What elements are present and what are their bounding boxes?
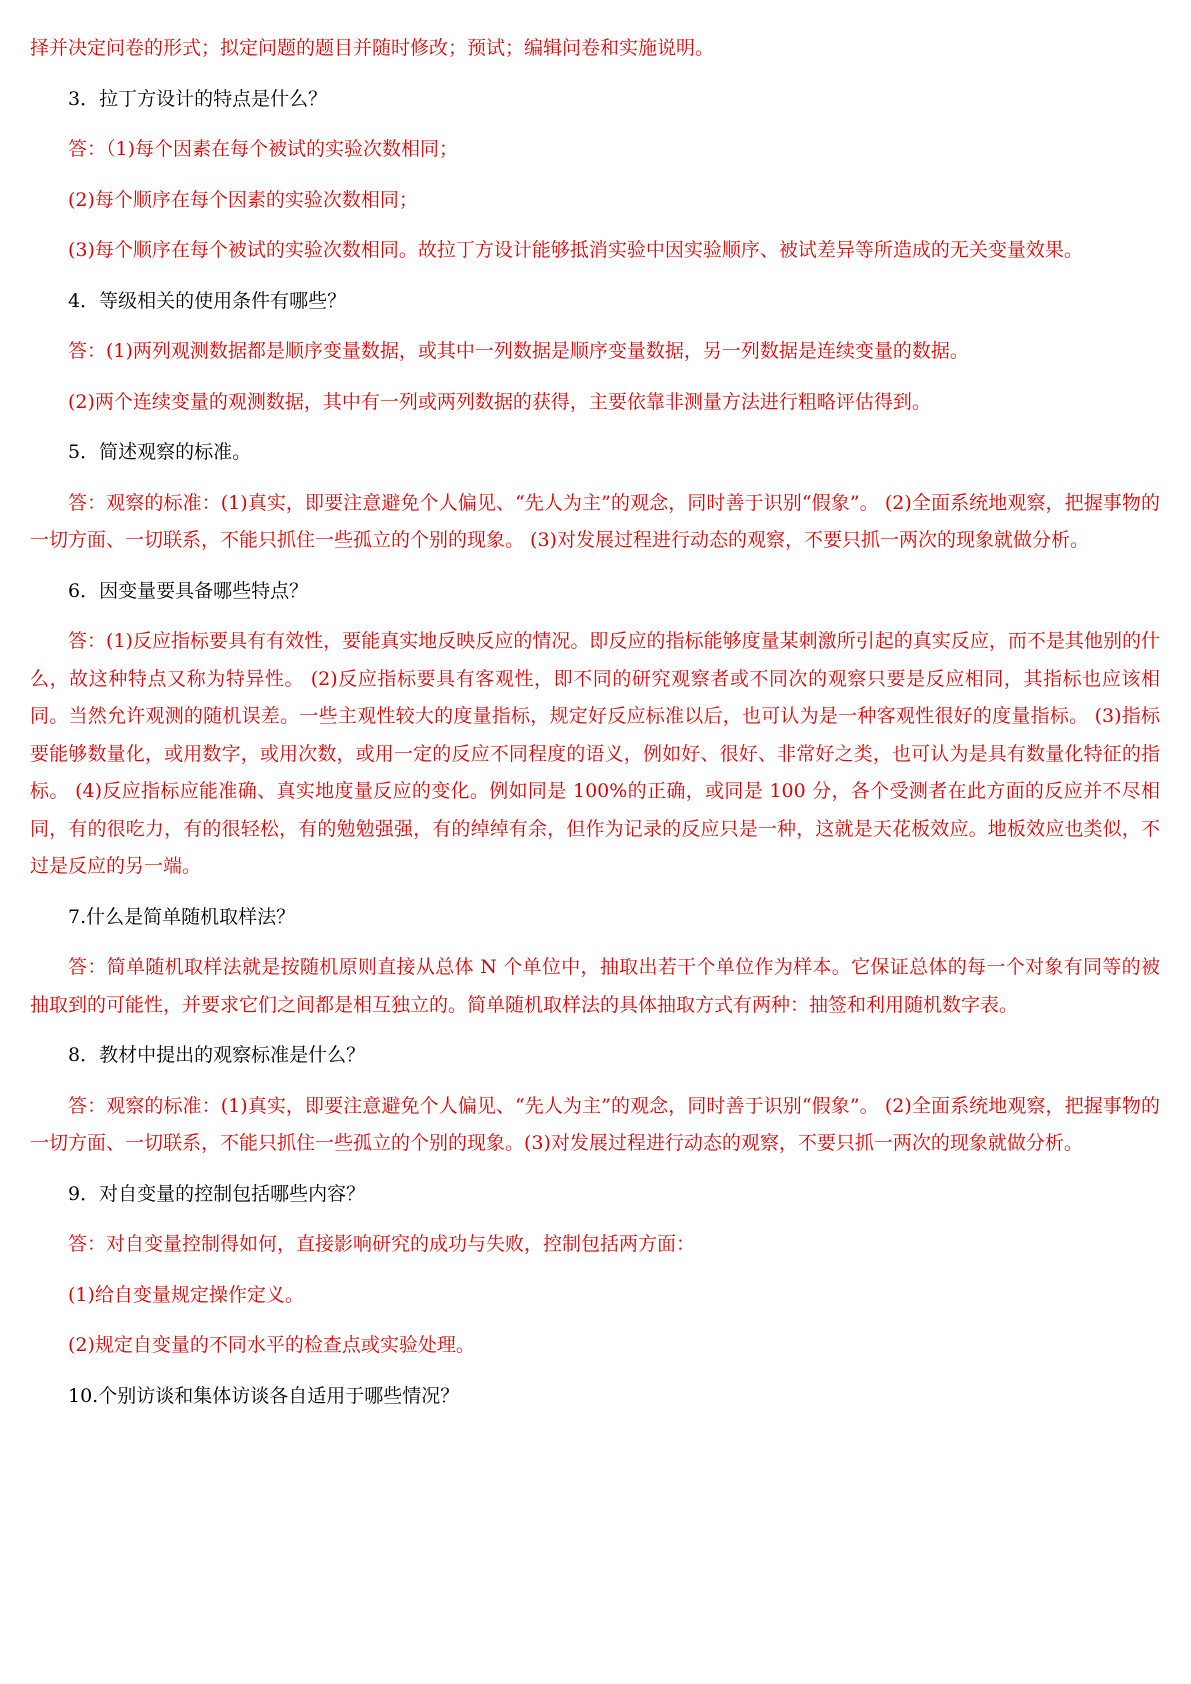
question-heading: 9．对自变量的控制包括哪些内容？ xyxy=(68,1182,366,1205)
question-heading: 6．因变量要具备哪些特点？ xyxy=(68,579,309,602)
answer-paragraph: 答：简单随机取样法就是按随机原则直接从总体 N 个单位中，抽取出若干个单位作为样本。它保证总体的每一个对象有同等的被抽取到的可能性，并要求它们之间都是相互独立的。简单随机取样法的具体抽取方式有两种：抽签和利用随机数字表。 xyxy=(30,956,1160,1016)
document-page xyxy=(30,30,1160,1428)
answer-paragraph: (3)每个顺序在每个被试的实验次数相同。故拉丁方设计能够抵消实验中因实验顺序、被试差异等所造成的无关变量效果。 xyxy=(68,239,1083,261)
question-heading: 5．简述观察的标准。 xyxy=(68,441,252,463)
answer-paragraph: 择并决定问卷的形式；拟定问题的题目并随时修改；预试；编辑问卷和实施说明。 xyxy=(30,37,715,59)
question-heading: 10.个别访谈和集体访谈各自适用于哪些情况？ xyxy=(68,1384,460,1407)
answer-paragraph: (2)两个连续变量的观测数据，其中有一列或两列数据的获得，主要依靠非测量方法进行粗略评估得到。 xyxy=(68,390,931,413)
answer-paragraph: (2)规定自变量的不同水平的检查点或实验处理。 xyxy=(68,1334,475,1356)
question-heading: 3．拉丁方设计的特点是什么？ xyxy=(68,87,328,110)
answer-paragraph: (1)给自变量规定操作定义。 xyxy=(68,1283,304,1306)
question-heading: 8．教材中提出的观察标准是什么？ xyxy=(68,1044,366,1066)
answer-paragraph: (2)每个顺序在每个因素的实验次数相同； xyxy=(68,188,418,211)
question-heading: 4．等级相关的使用条件有哪些？ xyxy=(68,289,347,312)
answer-paragraph: 答：对自变量控制得如何，直接影响研究的成功与失败，控制包括两方面： xyxy=(68,1233,696,1255)
answer-paragraph: 答：（1)每个因素在每个被试的实验次数相同； xyxy=(68,138,459,160)
answer-paragraph: 答：观察的标准：(1)真实，即要注意避免个人偏见、“先人为主”的观念，同时善于识别“假象”。 (2)全面系统地观察，把握事物的一切方面、一切联系，不能只抓住一些孤立的个别的现象。 (3)对发展过程进行动态的观察，不要只抓一两次的现象就做分析。 xyxy=(30,491,1160,551)
answer-paragraph: 答：(1)两列观测数据都是顺序变量数据，或其中一列数据是顺序变量数据，另一列数据是连续变量的数据。 xyxy=(68,340,969,362)
answer-paragraph: 答：观察的标准：(1)真实，即要注意避免个人偏见、“先人为主”的观念，同时善于识别“假象”。 (2)全面系统地观察，把握事物的一切方面、一切联系，不能只抓住一些孤立的个别的现象。(3)对发展过程进行动态的观察，不要只抓一两次的现象就做分析。 xyxy=(30,1094,1160,1154)
answer-paragraph: 答：(1)反应指标要具有有效性，要能真实地反映反应的情况。即反应的指标能够度量某刺激所引起的真实反应，而不是其他别的什么，故这种特点又称为特异性。 (2)反应指标要具有客观性，即不同的研究观察者或不同次的观察只要是反应相同，其指标也应该相同。当然允许观测的随机误差。一些主观性较大的度量指标，规定好反应标准以后，也可认为是一种客观性很好的度量指标。 (3)指标要能够数量化，或用数字，或用次数，或用一定的反应不同程度的语义，例如好、很好、非常好之类，也可认为是具有数量化特征的指标。 (4)反应指标应能准确、真实地度量反应的变化。例如同是 100%的正确，或同是 100 分，各个受测者在此方面的反应并不尽相同，有的很吃力，有的很轻松，有的勉勉强强，有的绰绰有余，但作为记录的反应只是一种，这就是天花板效应。地板效应也类似，不过是反应的另一端。 xyxy=(30,630,1160,877)
question-heading: 7.什么是简单随机取样法？ xyxy=(68,905,296,928)
